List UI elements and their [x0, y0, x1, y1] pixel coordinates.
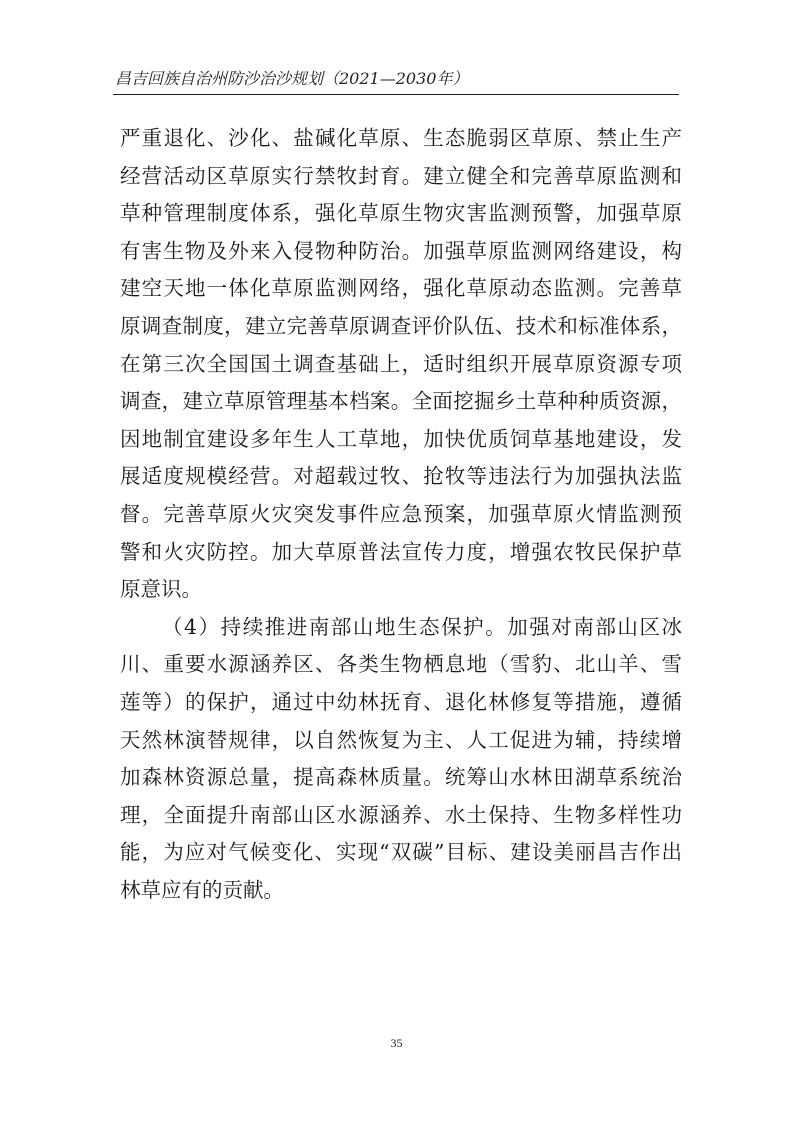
text-line: 能，为应对气候变化、实现“双碳”目标、建设美丽昌吉作出: [120, 840, 682, 865]
page-number: 35: [390, 1036, 403, 1050]
text-line: 经营活动区草原实行禁牧封育。建立健全和完善草原监测和: [120, 163, 682, 188]
text-line: 天然林演替规律，以自然恢复为主、人工促进为辅，持续增: [120, 727, 682, 752]
header-divider: [113, 94, 679, 95]
text-line: 督。完善草原火灾突发事件应急预案，加强草原火情监测预: [120, 501, 682, 526]
paragraph-grassland-protection: [120, 120, 682, 609]
document-body: [120, 120, 682, 909]
text-line: 加森林资源总量，提高森林质量。统筹山水林田湖草系统治: [120, 765, 682, 790]
text-line: 展适度规模经营。对超载过牧、抢牧等违法行为加强执法监: [120, 464, 682, 489]
text-line: 严重退化、沙化、盐碱化草原、生态脆弱区草原、禁止生产: [120, 126, 682, 150]
text-line: 警和火灾防控。加大草原普法宣传力度，增强农牧民保护草: [120, 539, 682, 564]
text-line: 莲等）的保护，通过中幼林抚育、退化林修复等措施，遵循: [120, 689, 682, 714]
text-line: 川、重要水源涵养区、各类生物栖息地（雪豹、北山羊、雪: [120, 652, 682, 677]
running-header: 昌吉回族自治州防沙治沙规划（2021—2030年）: [115, 69, 469, 88]
text-line: 原意识。: [120, 577, 202, 602]
text-line: 有害生物及外来入侵物种防治。加强草原监测网络建设，构: [120, 238, 682, 263]
paragraph-southern-mountain-protection: [120, 609, 682, 910]
text-line: 调查，建立草原管理基本档案。全面挖掘乡土草种种质资源，: [120, 389, 682, 414]
text-line: 在第三次全国国土调查基础上，适时组织开展草原资源专项: [120, 351, 682, 376]
text-line: （4）持续推进南部山地生态保护。加强对南部山区冰: [162, 614, 682, 639]
text-line: 草种管理制度体系，强化草原生物灾害监测预警，加强草原: [120, 201, 682, 226]
text-line: 因地制宜建设多年生人工草地，加快优质饲草基地建设，发: [120, 426, 682, 451]
text-line: 林草应有的贡献。: [120, 877, 284, 902]
text-line: 建空天地一体化草原监测网络，强化草原动态监测。完善草: [120, 276, 682, 301]
text-line: 原调查制度，建立完善草原调查评价队伍、技术和标准体系，: [120, 313, 682, 338]
text-line: 理，全面提升南部山区水源涵养、水土保持、生物多样性功: [120, 802, 682, 827]
